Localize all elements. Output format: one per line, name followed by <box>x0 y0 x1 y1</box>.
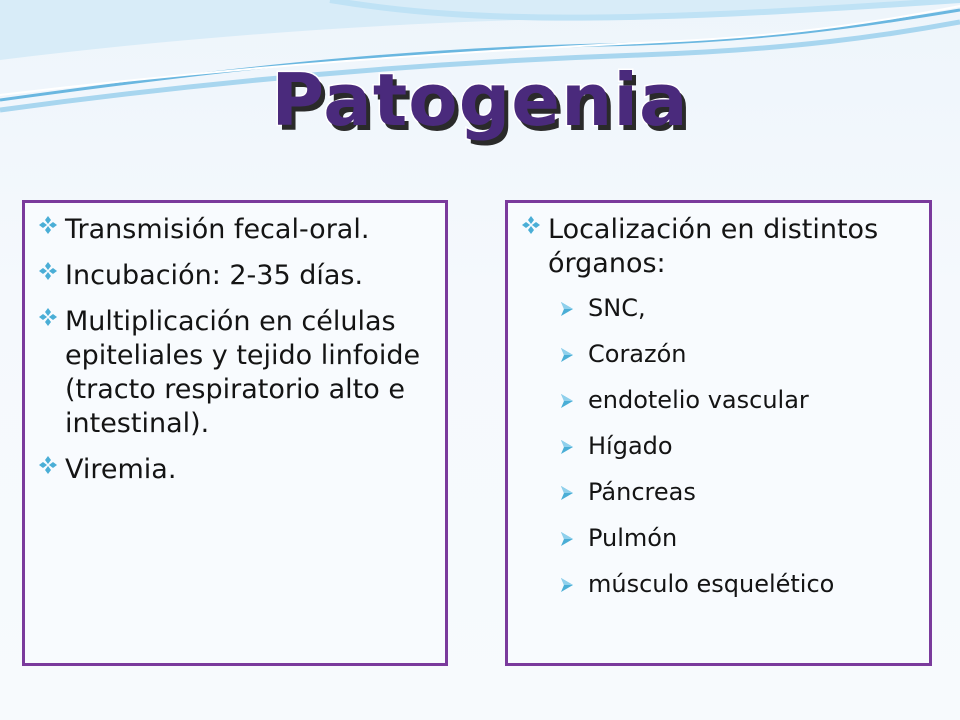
sublist-item-text: SNC, <box>588 294 646 322</box>
sublist-item-text: Hígado <box>588 432 673 460</box>
sublist-item-text: Pulmón <box>588 524 678 552</box>
diamond-bullet-icon <box>38 307 58 327</box>
arrow-bullet-icon <box>560 301 574 317</box>
diamond-bullet-icon <box>521 215 541 235</box>
list-item <box>25 213 445 247</box>
sublist-item <box>508 569 929 599</box>
list-item <box>25 305 445 441</box>
arrow-bullet-icon <box>560 439 574 455</box>
organ-sublist <box>508 293 929 599</box>
list-item-text: Multiplicación en células epiteliales y tejido linfoide (tracto respiratorio alto e intestinal). <box>65 306 421 439</box>
sublist-item-text: Páncreas <box>588 478 696 506</box>
sublist-item <box>508 339 929 369</box>
list-item-text: Incubación: 2-35 días. <box>65 260 364 291</box>
arrow-bullet-icon <box>560 485 574 501</box>
right-bullet-list <box>508 203 929 281</box>
list-item <box>25 453 445 487</box>
arrow-bullet-icon <box>560 531 574 547</box>
sublist-item-text: músculo esquelético <box>588 570 835 598</box>
sublist-item <box>508 293 929 323</box>
diamond-bullet-icon <box>38 261 58 281</box>
sublist-item <box>508 385 929 415</box>
arrow-bullet-icon <box>560 577 574 593</box>
list-item-text: Transmisión fecal-oral. <box>65 214 370 245</box>
list-item <box>508 213 929 281</box>
diamond-bullet-icon <box>38 455 58 475</box>
slide-title: Patogenia <box>271 58 689 142</box>
diamond-bullet-icon <box>38 215 58 235</box>
right-content-box <box>505 200 932 666</box>
list-item-text: Localización en distintos órganos: <box>548 214 879 279</box>
arrow-bullet-icon <box>560 347 574 363</box>
list-item <box>25 259 445 293</box>
sublist-item <box>508 477 929 507</box>
left-bullet-list <box>25 203 445 487</box>
arrow-bullet-icon <box>560 393 574 409</box>
sublist-item-text: endotelio vascular <box>588 386 809 414</box>
list-item-text: Viremia. <box>65 454 177 485</box>
sublist-item <box>508 431 929 461</box>
left-content-box <box>22 200 448 666</box>
sublist-item <box>508 523 929 553</box>
sublist-item-text: Corazón <box>588 340 687 368</box>
